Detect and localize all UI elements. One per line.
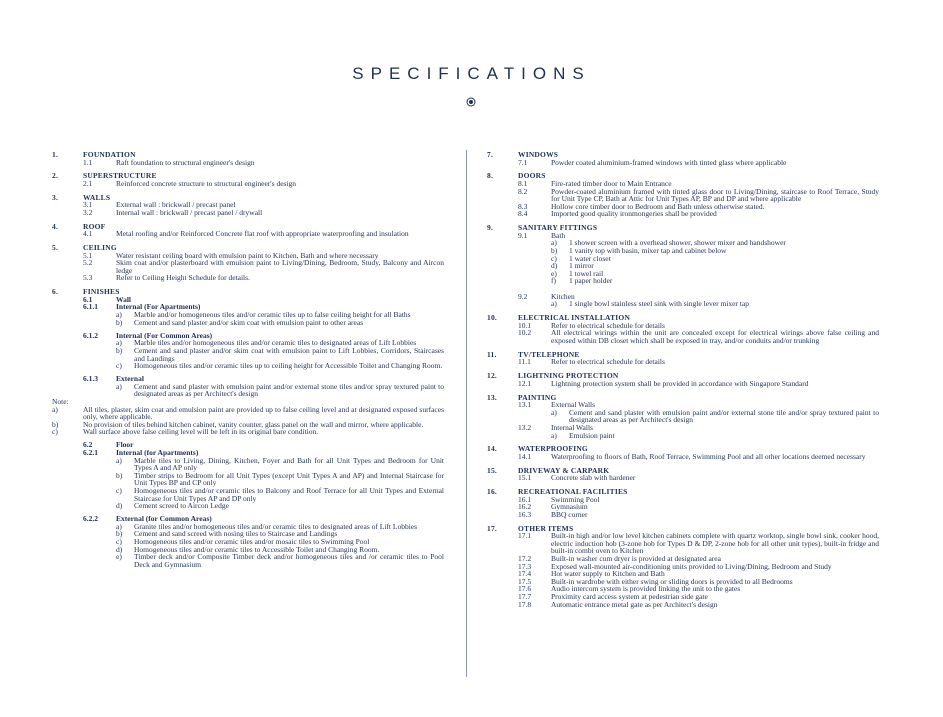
item-text: Cement and sand plaster with emulsion paint and/or external stone tiles and/or spray textured paint to designated areas as per Architect's design [134, 381, 444, 399]
item-text: Waterproofing to floors of Bath, Roof Terrace, Swimming Pool and all other locations deemed necessary [551, 451, 866, 461]
section-number: 15. [487, 465, 497, 475]
list-item [551, 432, 879, 440]
item-text: Internal wall : brickwall / precast panel / drywall [116, 207, 263, 217]
list-item [551, 300, 879, 308]
note-label: Note: [52, 396, 69, 406]
item-number: 7.1 [518, 157, 528, 167]
item-number: 6.1.1 [83, 302, 98, 312]
subheading: Internal (For Common Areas) [116, 330, 213, 340]
list-item [518, 159, 879, 167]
section-title: WINDOWS [518, 150, 559, 159]
section [52, 151, 444, 166]
section-title: ROOF [83, 221, 106, 231]
item-number: 17.3 [518, 561, 532, 571]
section-title: RECREATIONAL FACILITIES [518, 487, 628, 497]
item-letter: a) [551, 299, 557, 309]
item-number: 5.2 [83, 258, 93, 268]
item-text: Homogeneous tiles and/or ceramic tiles and/or mosaic tiles to Swimming Pool [134, 537, 370, 547]
list-item [518, 532, 879, 555]
item-text: Marble and/or homogeneous tiles and/or ceramic tiles up to false ceiling height for all Baths [134, 310, 411, 320]
section-number: 9. [487, 223, 494, 233]
section-title: FOUNDATION [83, 150, 136, 159]
item-text: Cement and sand plaster and/or skim coat with emulsion paint to Lift Lobbies, Corridors, Staircases and Landings [134, 345, 444, 363]
lettered-list [487, 432, 879, 440]
item-number: 16.2 [518, 502, 532, 512]
section-number: 6. [52, 287, 59, 297]
section [487, 488, 879, 518]
item-letter: b) [116, 470, 123, 480]
list-item [551, 409, 879, 424]
list-item [518, 210, 879, 218]
item-number: 17.2 [518, 554, 532, 563]
item-letter: e) [551, 268, 557, 278]
section [487, 467, 879, 482]
section-title: TV/TELEPHONE [518, 349, 580, 359]
item-number: 5.3 [83, 273, 93, 283]
section-title: CEILING [83, 243, 117, 253]
item-number: 8.2 [518, 186, 528, 196]
list-item [83, 159, 444, 167]
item-text: 1 towel rail [569, 268, 604, 278]
item-text: Raft foundation to structural engineer's design [116, 157, 255, 167]
item-text: Hollow core timber door to Bedroom and Bath unless otherwise stated. [551, 201, 765, 211]
item-text: Cement and sand plaster with emulsion paint and/or external stone tile and/or spray textured paint to designated areas as per Architect's design [569, 407, 879, 425]
item-text: Marble tiles to Living, Dining, Kitchen, Foyer and Bath for all Unit Types and Bedroom for Unit Types A and AP only [134, 455, 444, 473]
section-number: 5. [52, 243, 59, 253]
item-text: Water resistant ceiling board with emulsion paint to Kitchen, Bath and where necessary [116, 250, 379, 260]
list-item [116, 502, 444, 510]
section-sanitary [487, 224, 879, 308]
section-number: 7. [487, 150, 494, 159]
item-text: Built-in wardrobe with either swing or sliding doors is provided to all Bedrooms [551, 576, 793, 586]
item-number: 9.2 [518, 291, 528, 301]
item-number: 14.1 [518, 451, 532, 461]
section-title: FINISHES [83, 287, 120, 297]
lettered-list [487, 300, 879, 308]
item-number: 10.1 [518, 320, 532, 330]
item-text: External wall : brickwall / precast panel [116, 200, 236, 210]
section-title: WATERPROOFING [518, 444, 588, 454]
item-text: 1 mirror [569, 261, 594, 271]
section-heading [487, 314, 879, 322]
list-item [116, 319, 444, 327]
item-text: Imported good quality ironmongeries shall be provided [551, 209, 717, 219]
item-letter: f) [551, 276, 556, 286]
section-painting [487, 394, 879, 440]
section [487, 314, 879, 344]
item-number: 16.3 [518, 509, 532, 519]
item-text: Built-in high and/or low level kitchen cabinets complete with quartz worktop, single bowl sink, cooker hood, electric induction hob (3-zone hob for Types D & DP, 2-zone hob for all other unit types), built-in fridge and built-in combi oven to Kitchen [551, 531, 879, 556]
item-text: Powder coated aluminium-framed windows with tinted glass where applicable [551, 157, 787, 167]
item-letter: a) [116, 310, 122, 320]
item-text: Emulsion paint [569, 430, 615, 440]
item-text: No provision of tiles behind kitchen cabinet, vanity counter, glass panel on the wall and mirror, where applicable. [83, 419, 424, 429]
section-number: 14. [487, 444, 497, 454]
list-item [518, 453, 879, 461]
item-number: 5.1 [83, 250, 93, 260]
item-text: Metal roofing and/or Reinforced Concrete flat roof with appropriate waterproofing and insulation [116, 229, 409, 239]
section-finishes [52, 288, 444, 568]
item-letter: b) [116, 529, 123, 539]
subheading: Wall [116, 294, 132, 304]
list-item [83, 259, 444, 274]
lettered-list [52, 339, 444, 369]
list-item [518, 601, 879, 609]
list-item [551, 255, 879, 263]
item-text: All tiles, plaster, skim coat and emulsion paint are provided up to false ceiling level and at designated exposed surfaces only, where applicable. [83, 404, 444, 422]
section-title: LIGHTNING PROTECTION [518, 371, 619, 381]
section-number: 4. [52, 221, 59, 231]
item-text: Lightning protection system shall be provided in accordance with Singapore Standard [551, 378, 809, 388]
item-letter: a) [551, 407, 557, 417]
item-text: Skim coat and/or plasterboard with emulsion paint to Living/Dining, Bedroom, Study, Balcony and Aircon ledge [116, 258, 444, 275]
column-divider [466, 150, 467, 677]
section-number: 8. [487, 171, 494, 181]
list-item [116, 487, 444, 502]
list-item [116, 362, 444, 370]
item-number: 8.1 [518, 178, 528, 188]
item-number: 10.2 [518, 328, 532, 338]
subheading: Floor [116, 440, 134, 450]
item-text: Built-in washer cum dryer is provided at designated area [551, 554, 721, 563]
item-text: Hot water supply to Kitchen and Bath [551, 569, 665, 579]
item-number: 6.1.2 [83, 330, 98, 340]
item-text: 1 paper holder [569, 276, 613, 286]
section [487, 372, 879, 387]
item-text: All electrical wirings within the unit are concealed except for electrical wirings above false ceiling and exposed within DB closet which shall be exposed in tray, and/or conduits and/or trunking [551, 328, 879, 346]
list-item [116, 383, 444, 398]
left-column [52, 151, 444, 575]
circle-dot-icon [466, 97, 476, 107]
section-number: 2. [52, 171, 59, 181]
item-text: Gymnasium [551, 502, 588, 512]
item-number: 6.1.3 [83, 374, 98, 384]
section [487, 351, 879, 366]
item-letter: a) [116, 521, 122, 531]
section [52, 244, 444, 282]
item-letter: c) [116, 361, 122, 371]
subheading: External (for Common Areas) [116, 514, 212, 524]
list-item [551, 277, 879, 285]
section [487, 525, 879, 609]
item-number: 17.1 [518, 531, 532, 541]
item-text: Cement and sand plaster and/or skim coat with emulsion paint to other areas [134, 317, 364, 327]
item-number: 6.2.1 [83, 448, 98, 458]
section-title: OTHER ITEMS [518, 523, 574, 533]
item-number: 17.6 [518, 584, 532, 594]
subheading: Internal (for Apartments) [116, 448, 199, 458]
list-item [83, 274, 444, 282]
item-text: 1 single bowl stainless steel sink with single lever mixer tap [569, 299, 749, 309]
section [52, 194, 444, 217]
list-item [116, 457, 444, 472]
item-letter: c) [52, 427, 58, 437]
item-letter: b) [116, 345, 123, 355]
item-text: Marble tiles and/or homogeneous tiles and/or ceramic tiles to designated areas of Lift Lobbies [134, 338, 417, 348]
section-title: WALLS [83, 192, 111, 202]
item-text: Proximity card access system at pedestrian side gate [551, 591, 708, 601]
section [487, 151, 879, 166]
list-item [518, 511, 879, 519]
list-item [518, 358, 879, 366]
subheading: Kitchen [551, 291, 575, 301]
section-heading [487, 467, 879, 475]
item-text: Cement screed to Aircon Ledge [134, 501, 229, 511]
item-text: Reinforced concrete structure to structural engineer's design [116, 178, 297, 188]
item-number: 15.1 [518, 473, 532, 483]
right-column [487, 151, 879, 614]
section [487, 172, 879, 218]
section-title: SANITARY FITTINGS [518, 223, 598, 233]
lettered-list [52, 457, 444, 510]
item-number: 13.2 [518, 422, 532, 432]
item-number: 12.1 [518, 378, 532, 388]
section-title: PAINTING [518, 392, 557, 402]
note-item [52, 428, 444, 436]
item-letter: c) [116, 486, 122, 495]
item-number: 17.7 [518, 591, 532, 601]
item-number: 6.2.2 [83, 514, 98, 524]
section-number: 10. [487, 313, 497, 323]
item-letter: a) [551, 238, 557, 248]
list-item [518, 474, 879, 482]
section-title: DRIVEWAY & CARPARK [518, 465, 610, 475]
item-number: 6.2 [83, 440, 93, 450]
list-item [83, 209, 444, 217]
item-text: Refer to electrical schedule for details [551, 357, 665, 367]
lettered-list [487, 409, 879, 424]
page-title: SPECIFICATIONS [352, 64, 591, 83]
section-number: 13. [487, 392, 497, 402]
item-number: 8.3 [518, 201, 528, 211]
item-number: 17.8 [518, 599, 532, 609]
subheading: External Walls [551, 400, 596, 410]
section-number: 12. [487, 371, 497, 381]
item-text: Timber deck and/or Composite Timber deck and/or homogeneous tiles and /or ceramic tiles to Pool Deck and Gymnasium [134, 552, 444, 569]
item-text: Concrete slab with hardener [551, 473, 636, 483]
item-text: Granite tiles and/or homogeneous tiles and/or ceramic tiles to designated areas of Lift Lobbies [134, 521, 418, 531]
item-number: 8.4 [518, 209, 528, 219]
item-number: 2.1 [83, 178, 93, 188]
lettered-list [52, 523, 444, 569]
lettered-list [52, 383, 444, 398]
item-letter: e) [116, 552, 122, 562]
item-number: 1.1 [83, 157, 93, 167]
item-text: Timber strips to Bedroom for all Unit Types (except Unit Types A and AP) and Internal Staircase for Unit Types BP and CP only [134, 470, 444, 488]
item-text: Exposed wall-mounted air-conditioning units provided to Living/Dining, Bedroom and Study [551, 561, 832, 571]
list-item [116, 472, 444, 487]
item-text: Wall surface above false ceiling level will be left in its original bare condition. [83, 427, 319, 437]
section-title: DOORS [518, 171, 546, 181]
section [487, 445, 879, 460]
item-number: 3.1 [83, 200, 93, 210]
item-letter: a) [116, 381, 122, 391]
section-heading [487, 351, 879, 359]
item-text: Automatic entrance metal gate as per Architect's design [551, 599, 718, 609]
section [52, 172, 444, 187]
item-letter: d) [116, 501, 123, 511]
list-item [83, 180, 444, 188]
section-number: 3. [52, 192, 59, 202]
list-item [116, 347, 444, 362]
item-letter: a) [52, 404, 58, 414]
section [52, 223, 444, 238]
item-text: 1 vanity top with basin, mixer tap and cabinet below [569, 245, 727, 255]
subheading: Internal Walls [551, 422, 593, 432]
item-text: Homogeneous tiles and/or ceramic tiles to Balcony and Roof Terrace for all Unit Types and External Staircase for Unit Types AP and DP only [134, 486, 444, 503]
list-item [518, 380, 879, 388]
lettered-list [52, 311, 444, 326]
section-number: 16. [487, 487, 497, 497]
item-letter: b) [551, 245, 558, 255]
item-number: 17.5 [518, 576, 532, 586]
item-text: Cement and sand screed with nosing tiles to Staircase and Landings [134, 529, 338, 539]
list-item [116, 553, 444, 568]
item-text: Homogeneous tiles and/or ceramic tiles up to ceiling height for Accessible Toilet and Changing Room. [134, 361, 443, 371]
subheading: Bath [551, 230, 566, 240]
item-letter: a) [116, 338, 122, 348]
item-letter: d) [116, 544, 123, 554]
item-text: Powder-coated aluminium framed with tinted glass door to Living/Dining, staircase to Roof Terrace, Study for Unit Type CP, Bath at Attic for Unit Types AP, BP and DP and where applicable [551, 186, 879, 204]
section-title: SUPERSTRUCTURE [83, 171, 157, 181]
item-number: 4.1 [83, 229, 93, 239]
item-number: 9.1 [518, 230, 528, 240]
item-letter: a) [551, 430, 557, 440]
item-text: Swimming Pool [551, 494, 600, 504]
item-number: 3.2 [83, 207, 93, 217]
section-heading [487, 172, 879, 180]
section-number: 1. [52, 150, 59, 159]
item-text: Homogeneous tiles and/or ceramic tiles to Accessible Toilet and Changing Room. [134, 544, 380, 554]
list-item [518, 188, 879, 203]
subheading: Internal (For Apartments) [116, 302, 201, 312]
section-heading [52, 194, 444, 202]
subheading: External [116, 374, 144, 384]
item-number: 11.1 [518, 357, 531, 367]
item-number: 6.1 [83, 294, 93, 304]
item-letter: a) [116, 455, 122, 465]
item-text: Audio intercom system is provided linking the unit to the gates [551, 584, 741, 594]
item-letter: b) [52, 419, 59, 429]
item-text: Refer to electrical schedule for details [551, 320, 665, 330]
item-number: 16.1 [518, 494, 532, 504]
notes-list [52, 406, 444, 436]
list-item [83, 230, 444, 238]
item-number: 17.4 [518, 569, 532, 579]
note-item [52, 406, 444, 421]
item-number: 13.1 [518, 400, 532, 410]
section-number: 17. [487, 523, 497, 533]
item-letter: d) [551, 261, 558, 271]
item-text: 1 water closet [569, 253, 611, 263]
list-item [518, 329, 879, 344]
lettered-list [487, 239, 879, 285]
item-text: BBQ corner [551, 509, 588, 519]
item-text: Refer to Ceiling Height Schedule for details. [116, 273, 250, 283]
item-text: 1 shower screen with a overhead shower, shower mixer and handshower [569, 238, 786, 248]
item-letter: c) [116, 537, 122, 547]
item-text: Fire-rated timber door to Main Entrance [551, 178, 672, 188]
item-letter: b) [116, 317, 123, 327]
section-title: ELECTRICAL INSTALLATION [518, 313, 631, 323]
section-number: 11. [487, 349, 497, 359]
item-letter: c) [551, 253, 557, 263]
section-heading [487, 488, 879, 496]
